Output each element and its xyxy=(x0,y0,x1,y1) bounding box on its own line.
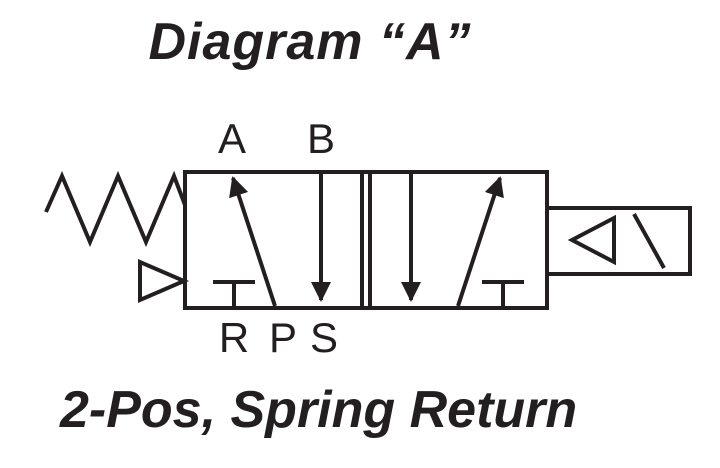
flow-arrow-p-to-a xyxy=(233,178,275,306)
diagram-subtitle: 2-Pos, Spring Return xyxy=(60,381,578,439)
flow-arrow-right-up xyxy=(458,178,500,306)
port-label-p: P xyxy=(268,314,298,361)
port-label-r: R xyxy=(218,314,250,361)
solenoid-icon xyxy=(547,208,690,274)
spring-icon xyxy=(46,176,185,242)
diagram-title: Diagram “A” xyxy=(148,13,472,71)
port-label-b: B xyxy=(306,115,336,162)
port-label-a: A xyxy=(217,115,247,162)
pilot-triangle-icon xyxy=(140,262,184,300)
port-label-s: S xyxy=(309,314,339,361)
